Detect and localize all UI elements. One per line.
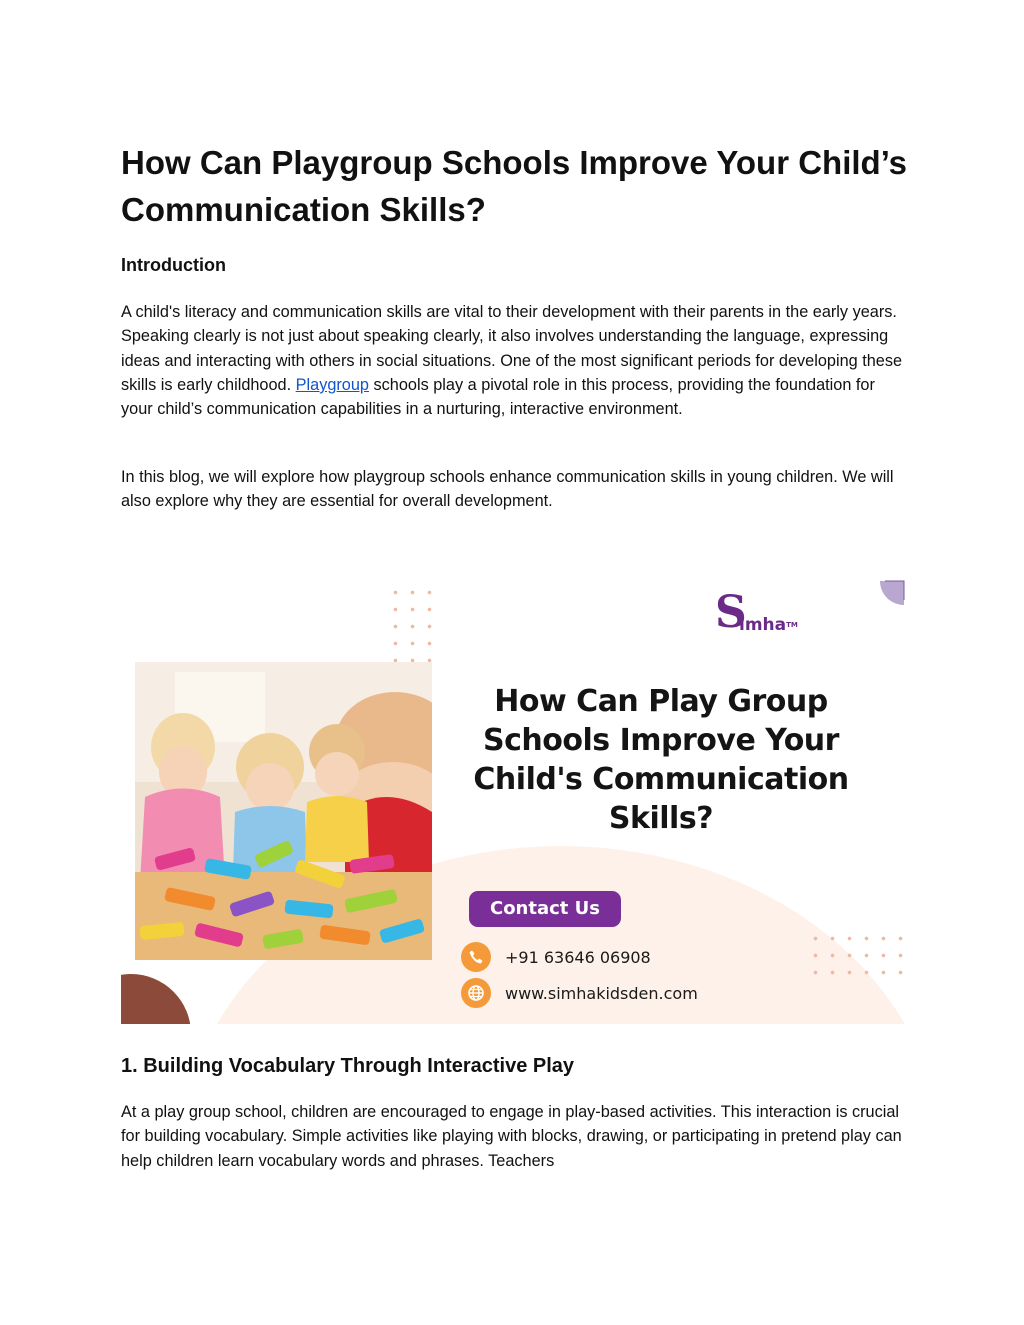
article-title: How Can Playgroup Schools Improve Your Child’s Communication Skills? xyxy=(121,144,908,228)
playgroup-link[interactable]: Playgroup xyxy=(295,375,369,394)
contact-us-button[interactable]: Contact Us xyxy=(469,891,621,927)
quarter-circle-shape xyxy=(879,580,905,606)
intro-paragraph xyxy=(121,300,911,421)
simha-logo xyxy=(713,588,823,644)
decorative-dots-right xyxy=(807,930,909,978)
website-url: www.simhakidsden.com xyxy=(505,983,698,1003)
logo-initial: S xyxy=(715,587,747,638)
intro-heading: Introduction xyxy=(121,255,226,275)
banner-title: How Can Play Group Schools Improve Your Child's Communication Skills? xyxy=(473,684,849,836)
phone-row xyxy=(461,942,651,972)
vocabulary-paragraph: At a play group school, children are encouraged to engage in play-based activities. This interaction is crucial for building vocabulary. Simple activities like playing with blocks, drawing, or participating in pretend play can help children learn vocabulary words and phrases. Teachers xyxy=(121,1103,902,1170)
phone-icon xyxy=(461,942,491,972)
brown-arc xyxy=(121,974,191,1024)
intro-text-start: A child's literacy and communication skills are vital to their development with their parents in the early years. Speaking clearly is not just about speaking clearly, it also involves understanding the language, expressing ideas and interacting with others in social situations. One of the most significant periods for developing these skills is early childhood. xyxy=(121,303,903,394)
website-row xyxy=(461,978,698,1008)
globe-icon xyxy=(461,978,491,1008)
blog-overview-paragraph: In this blog, we will explore how playgroup schools enhance communication skills in young children. We will also explore why they are essential for overall development. xyxy=(121,468,894,511)
intro-text-end: schools play a pivotal role in this process, providing the foundation for your child’s communication capabilities in a nurturing, interactive environment. xyxy=(121,375,875,419)
phone-number: +91 63646 06908 xyxy=(505,947,651,967)
banner-image xyxy=(121,578,909,1024)
section-heading-vocabulary: 1. Building Vocabulary Through Interactive Play xyxy=(121,1055,575,1077)
children-playing-photo xyxy=(135,662,432,960)
decorative-dots-top xyxy=(387,584,439,666)
logo-wordmark: imha™ xyxy=(739,615,798,635)
